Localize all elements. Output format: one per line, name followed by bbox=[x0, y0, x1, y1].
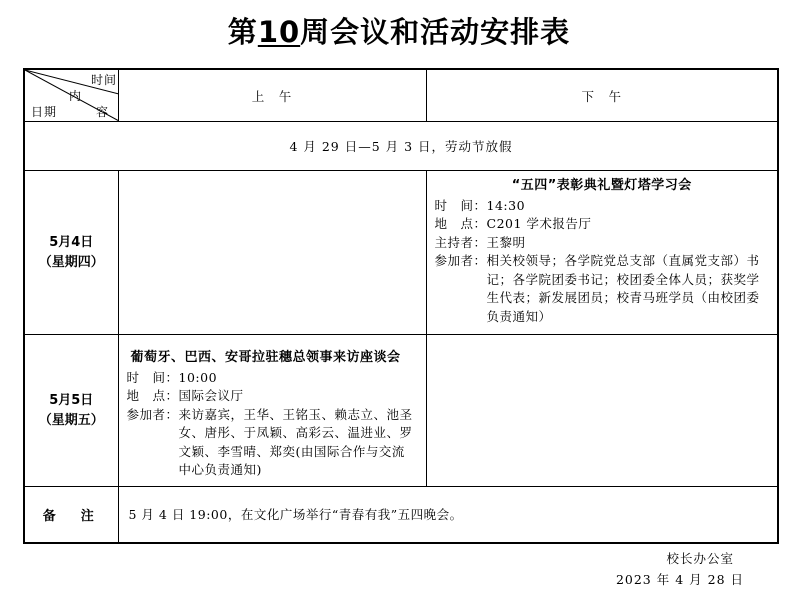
participants-label: 参加者： bbox=[126, 406, 179, 422]
title-prefix: 第 bbox=[227, 15, 258, 49]
event-participants: 相关校领导；各学院党总支部（直属党支部）书记；各学院团委书记；校团委全体人员；获奖学生代表；新发展团员；校青马班学员（由校团委负责通知） bbox=[486, 253, 760, 324]
participants-label: 参加者： bbox=[434, 253, 487, 268]
event-host: 王黎明 bbox=[486, 234, 526, 250]
place-label: 地 点： bbox=[434, 216, 487, 231]
diag-label-content-1: 内 bbox=[69, 89, 83, 103]
header-row bbox=[24, 69, 778, 122]
title-suffix: 周会议和活动安排表 bbox=[300, 15, 571, 49]
event-title: 葡萄牙、巴西、安哥拉驻穗总领事来访座谈会 bbox=[130, 350, 401, 365]
place-label: 地 点： bbox=[126, 388, 179, 403]
event-host-row bbox=[435, 234, 770, 253]
remark-text: 5 月 4 日 19:00，在文化广场举行“青春有我”五四晚会。 bbox=[118, 487, 778, 543]
header-morning: 上 午 bbox=[118, 69, 426, 122]
header-afternoon: 下 午 bbox=[426, 69, 778, 122]
event-time: 10:00 bbox=[178, 369, 218, 385]
afternoon-cell-may5 bbox=[426, 335, 778, 487]
weekday-label: （星期五） bbox=[38, 412, 104, 428]
morning-cell-may4 bbox=[118, 171, 426, 335]
event-participants-row bbox=[127, 406, 418, 480]
remark-label: 备 注 bbox=[24, 487, 118, 543]
date-cell-may4 bbox=[24, 171, 118, 335]
event-place: C201 学术报告厅 bbox=[486, 216, 592, 231]
event-participants-row bbox=[435, 252, 770, 326]
issue-date: 2023 年 4 月 28 日 bbox=[615, 572, 744, 587]
event-title: “五四”表彰典礼暨灯塔学习会 bbox=[511, 178, 692, 193]
event-time-row bbox=[127, 369, 418, 388]
event-place-row bbox=[435, 215, 770, 234]
event-time: 14:30 bbox=[486, 197, 526, 213]
schedule-table bbox=[23, 68, 779, 544]
event-participants: 来访嘉宾，王华、王铭玉、赖志立、池圣女、唐彤、于凤颖、高彩云、温进业、罗文颖、李雪晴、郑奕(由国际合作与交流中心负责通知) bbox=[178, 406, 413, 477]
event-place-row bbox=[127, 387, 418, 406]
event-time-row bbox=[435, 197, 770, 216]
host-label: 主持者： bbox=[434, 234, 487, 250]
date-label: 5月4日 bbox=[49, 234, 94, 250]
title-week-number: 10 bbox=[257, 15, 301, 49]
remark-row bbox=[24, 487, 778, 543]
diag-label-time: 时间 bbox=[91, 73, 118, 87]
afternoon-cell-may4 bbox=[426, 171, 778, 335]
holiday-notice: 4 月 29 日—5 月 3 日，劳动节放假 bbox=[24, 122, 778, 171]
issuing-office: 校长办公室 bbox=[666, 551, 734, 566]
diagonal-header-cell bbox=[24, 69, 118, 122]
morning-cell-may5 bbox=[118, 335, 426, 487]
page-title bbox=[0, 10, 798, 51]
diag-label-content-2: 容 bbox=[96, 105, 110, 119]
time-label: 时 间： bbox=[126, 369, 179, 385]
holiday-row bbox=[24, 122, 778, 171]
day-row-may5 bbox=[24, 335, 778, 487]
date-label: 5月5日 bbox=[49, 392, 94, 408]
weekday-label: （星期四） bbox=[38, 254, 104, 270]
event-place: 国际会议厅 bbox=[178, 388, 244, 403]
diag-label-date: 日期 bbox=[31, 105, 58, 119]
day-row-may4 bbox=[24, 171, 778, 335]
time-label: 时 间： bbox=[434, 197, 487, 213]
date-cell-may5 bbox=[24, 335, 118, 487]
